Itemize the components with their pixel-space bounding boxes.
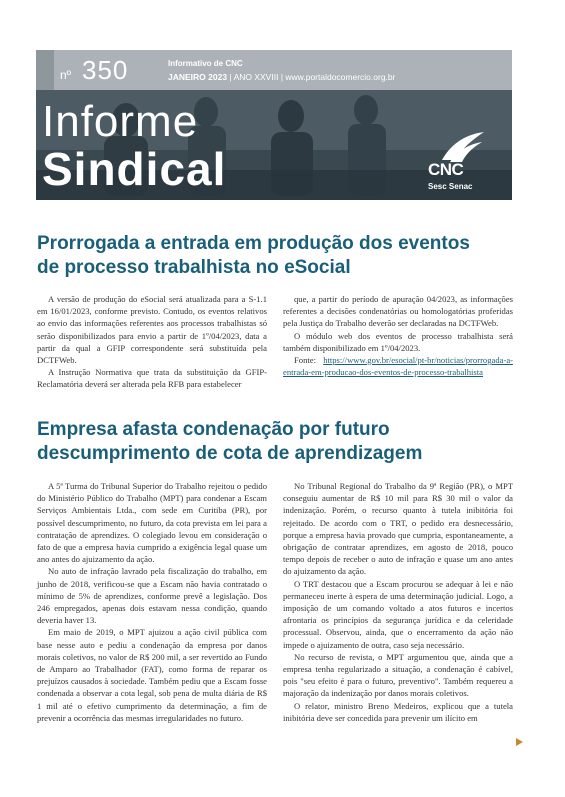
article2-paragraph: No Tribunal Regional do Trabalho da 9ª Região (PR), o MPT conseguiu aumentar de R$ 10 mil para R$ 30 mil o valor da indenização. Porém, o recurso quanto à tutela inibitória foi rejeitado. De acordo com o TRT, o pedido era desnecessário, porque a empresa havia provado que cumpria, espontaneamente, a obrigação de contratar aprendizes, em agosto de 2018, pouco tempo depois de receber o auto de infração e quase um ano antes do ajuizamento da ação.	[283, 481, 513, 577]
masthead	[36, 50, 512, 200]
article1-title-line2: de processo trabalhista no eSocial	[37, 257, 351, 278]
article1-title	[37, 232, 470, 280]
article2-right-column	[283, 480, 513, 724]
article1-paragraph: O módulo web dos eventos de processo trabalhista será também disponibilizado em 1º/04/2023.	[283, 330, 513, 353]
logo-text: CNC	[428, 160, 464, 179]
article2-paragraph: O TRT destacou que a Escam procurou se adequar à lei e não permaneceu inerte à espera de uma determinação judicial. Logo, a imposição de um comando voltado a atos futuros e incertos afrontaria os princípios da segurança jurídica e da celeridade processual. Observou, ainda, que o encerramento da ação não impede o ajuizamento de outra, caso seja necessário.	[283, 578, 513, 650]
article2-paragraph: O relator, ministro Breno Medeiros, explicou que a tutela inibitória deve ser concedida para prevenir um ilícito em	[283, 700, 513, 723]
issue-meta	[168, 72, 395, 82]
article2-title-line2: descumprimento de cota de aprendizagem	[37, 443, 423, 464]
article2-paragraph: Em maio de 2019, o MPT ajuizou a ação civil pública com base nesse auto e pediu a condenação da empresa por danos morais coletivos, no valor de R$ 200 mil, a ser revertido ao Fundo de Amparo ao Trabalhador (FAT), como forma de reparar os prejuízos causados à sociedade. Também pediu que a Escam fosse condenada a observar a cota legal, sob pena de multa diária de R$ 1 mil até o efetivo cumprimento da determinação, a fim de prevenir a ocorrência das mesmas irregularidades no futuro.	[37, 627, 267, 723]
issue-number: 350	[82, 55, 129, 85]
logo-subtext: Sesc Senac	[428, 182, 473, 191]
meta-separator: |	[280, 72, 284, 82]
source-label: Fonte:	[294, 355, 316, 366]
masthead-strip	[36, 50, 54, 90]
issue-prefix: nº	[60, 68, 72, 82]
article1-right-column	[283, 293, 513, 378]
issue-date: JANEIRO 2023	[168, 72, 228, 82]
issue-year: ANO XXVIII	[233, 72, 279, 82]
article2-paragraph: No auto de infração lavrado pela fiscalização do trabalho, em junho de 2018, verificou-se que a Escam não havia contratado o mínimo de 5% de aprendizes, conforme prevê a legislação. Dos 246 empregados, apenas dois estavam nessa condição, quando deveria haver 13.	[37, 566, 267, 626]
article1-paragraph: A Instrução Normativa que trata da substituição da GFIP-Reclamatória deverá ser alterada pela RFB para estabelecer	[37, 367, 267, 390]
article2-left-column	[37, 480, 267, 724]
article1-title-line1: Prorrogada a entrada em produção dos eventos	[37, 233, 470, 254]
source-link[interactable]: https://www.gov.br/esocial/pt-br/noticias/prorrogada-a-entrada-em-producao-dos-eventos-de-processo-trabalhista	[283, 355, 513, 378]
article2-paragraph: No recurso de revista, o MPT argumentou que, ainda que a empresa tenha regularizado a situação, a condenação é cabível, pois "seu efeito é para o futuro, preventivo". Também requereu a majoração da indenização por danos morais coletivos.	[283, 651, 513, 699]
article1-left-column	[37, 293, 267, 391]
publisher-label: Informativo de CNC	[168, 59, 243, 68]
masthead-title-line2: Sindical	[42, 143, 227, 195]
website-label: www.portaldocomercio.org.br	[285, 72, 396, 82]
article2-title-line1: Empresa afasta condenação por futuro	[37, 419, 390, 440]
article1-source	[283, 354, 513, 378]
article2-title	[37, 418, 422, 466]
article2-paragraph: A 5ª Turma do Tribunal Superior do Trabalho rejeitou o pedido do Ministério Público do Trabalho (MPT) para condenar a Escam Serviços Ambientais Ltda., com sede em Curitiba (PR), por possível descumprimento, no futuro, da cota prevista em lei para a contratação de aprendizes. O colegiado levou em consideração o fato de que a empresa havia cumprido a exigência legal quase um ano antes do ajuizamento da ação.	[37, 481, 267, 565]
continue-arrow-icon	[516, 738, 523, 746]
article1-paragraph: A versão de produção do eSocial será atualizada para a S-1.1 em 16/01/2023, conforme previsto. Contudo, os eventos relativos ao envio das informações referentes aos processos trabalhistas só serão disponibilizados para envio a partir de 1º/04/2023, data a partir da qual a GFIP correspondente será substituída pela DCTFWeb.	[37, 294, 267, 366]
meta-separator: |	[229, 72, 232, 82]
masthead-title-line1: Informe	[42, 97, 199, 146]
article1-paragraph: que, a partir do período de apuração 04/2023, as informações referentes a decisões condenatórias ou homologatórias proferidas pela Justiça do Trabalho deverão ser declaradas na DCTFWeb.	[283, 294, 513, 329]
